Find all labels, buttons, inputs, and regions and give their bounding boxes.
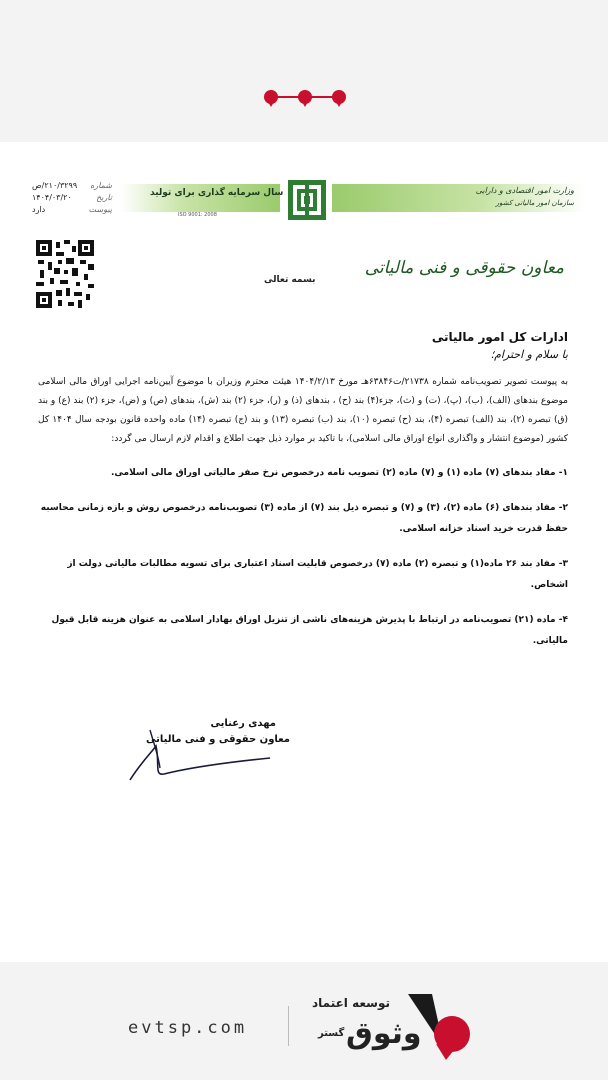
date-value: ۱۴۰۴/۰۳/۲۰ <box>32 193 72 202</box>
ministry-name: وزارت امور اقتصادی و دارایی <box>475 186 574 195</box>
decorative-dots <box>262 90 352 108</box>
footer-divider <box>288 1006 289 1046</box>
signer-title: معاون حقوقی و فنی مالیاتی <box>146 734 290 745</box>
slogan: سال سرمایه گذاری برای تولید <box>150 188 284 198</box>
top-banner <box>0 0 608 142</box>
attachment-value: دارد <box>32 205 46 214</box>
deputy-heading: معاون حقوقی و فنی مالیاتی <box>364 258 564 278</box>
intro-paragraph: به پیوست تصویر تصویب‌نامه شماره ۲۱۷۳۸/ت۶۳۸۴۶هـ مورخ ۱۴۰۴/۲/۱۳ هیئت محترم وزیران با موضوع آیین‌نامه اجرایی اوراق مالی اسلامی موضوع بندهای (الف)، (ب)، (پ)، (ت) و (ث)، جزء(۴) بند (ح) ، بندهای (ذ) و (ر)، جزء (۲) بند (ش)، بندهای (ص) و (ض)، جزء (۲) بند (ع) و بند (ق) تبصره (۲)، بند (الف) تبصره (۴)، بند (ح) تبصره (۱۰)، بند (ب) تبصره (۱۳) و بند (ج) تبصره (۱۴) ماده واحده قانون بودجه سال ۱۴۰۴ کل کشور (موضوع انتشار و واگذاری انواع اوراق مالی اسلامی)، با تاکید بر موارد ذیل جهت اطلاع و اقدام لازم ارسال می گردد: <box>38 377 569 444</box>
letterhead <box>120 180 584 220</box>
meta-date <box>32 192 112 204</box>
addressee: ادارات کل امور مالیاتی <box>431 330 568 344</box>
signature-block <box>120 718 290 788</box>
pin-icon <box>298 90 312 104</box>
brand-logo-icon <box>398 986 478 1066</box>
tax-emblem-icon <box>286 178 328 222</box>
qr-code-icon <box>36 240 94 308</box>
signer-name: مهدی رعنایی <box>210 718 276 729</box>
pin-icon <box>332 90 346 104</box>
date-label: تاریخ <box>96 193 112 202</box>
brand-name: وثوق <box>346 1016 422 1051</box>
greeting: با سلام و احترام؛ <box>490 348 568 361</box>
list-item: ۱- مفاد بندهای (۷) ماده (۱) و (۷) ماده (۲) تصویب نامه درخصوص نرخ صفر مالیاتی اوراق مالی اسلامی. <box>111 468 568 478</box>
meta-attachment <box>32 204 112 216</box>
meta-number <box>32 180 112 192</box>
brand-suffix: گستر <box>318 1028 345 1039</box>
attachment-label: پیوست <box>88 205 112 214</box>
number-label: شماره <box>90 181 112 190</box>
letter-meta <box>32 180 112 216</box>
list-item: ۲- مفاد بندهای (۶) ماده (۲)، (۳) و (۷) و تبصره ذیل بند (۷) از ماده (۳) تصویب‌نامه درخصوص روش و بازه زمانی محاسبه حفظ قدرت خرید اسناد خزانه اسلامی. <box>40 503 568 534</box>
organization-name: سازمان امور مالیاتی کشور <box>495 199 574 207</box>
list-item: ۴- ماده (۲۱) تصویب‌نامه در ارتباط با پذیرش هزینه‌های ناشی از تنزیل اوراق بهادار اسلامی به عنوان هزینه قابل قبول مالیاتی. <box>51 615 568 646</box>
number-value: ۲۱۰/۳۲۹۹/ص <box>32 181 78 190</box>
footer <box>0 962 608 1080</box>
bismillah: بسمه تعالی <box>264 275 316 285</box>
list-item: ۳- مفاد بند ۲۶ ماده(۱) و تبصره (۲) ماده (۷) درخصوص قابلیت اسناد اعتباری برای تسویه مطالبات مالیاتی دولت از اشخاص. <box>67 559 568 590</box>
iso-label: ISO 9001: 2008 <box>178 212 217 218</box>
website-link[interactable]: evtsp.com <box>128 1018 248 1038</box>
letter-body <box>38 330 568 652</box>
pin-icon <box>264 90 278 104</box>
brand-tagline: توسعه اعتماد <box>312 996 390 1010</box>
